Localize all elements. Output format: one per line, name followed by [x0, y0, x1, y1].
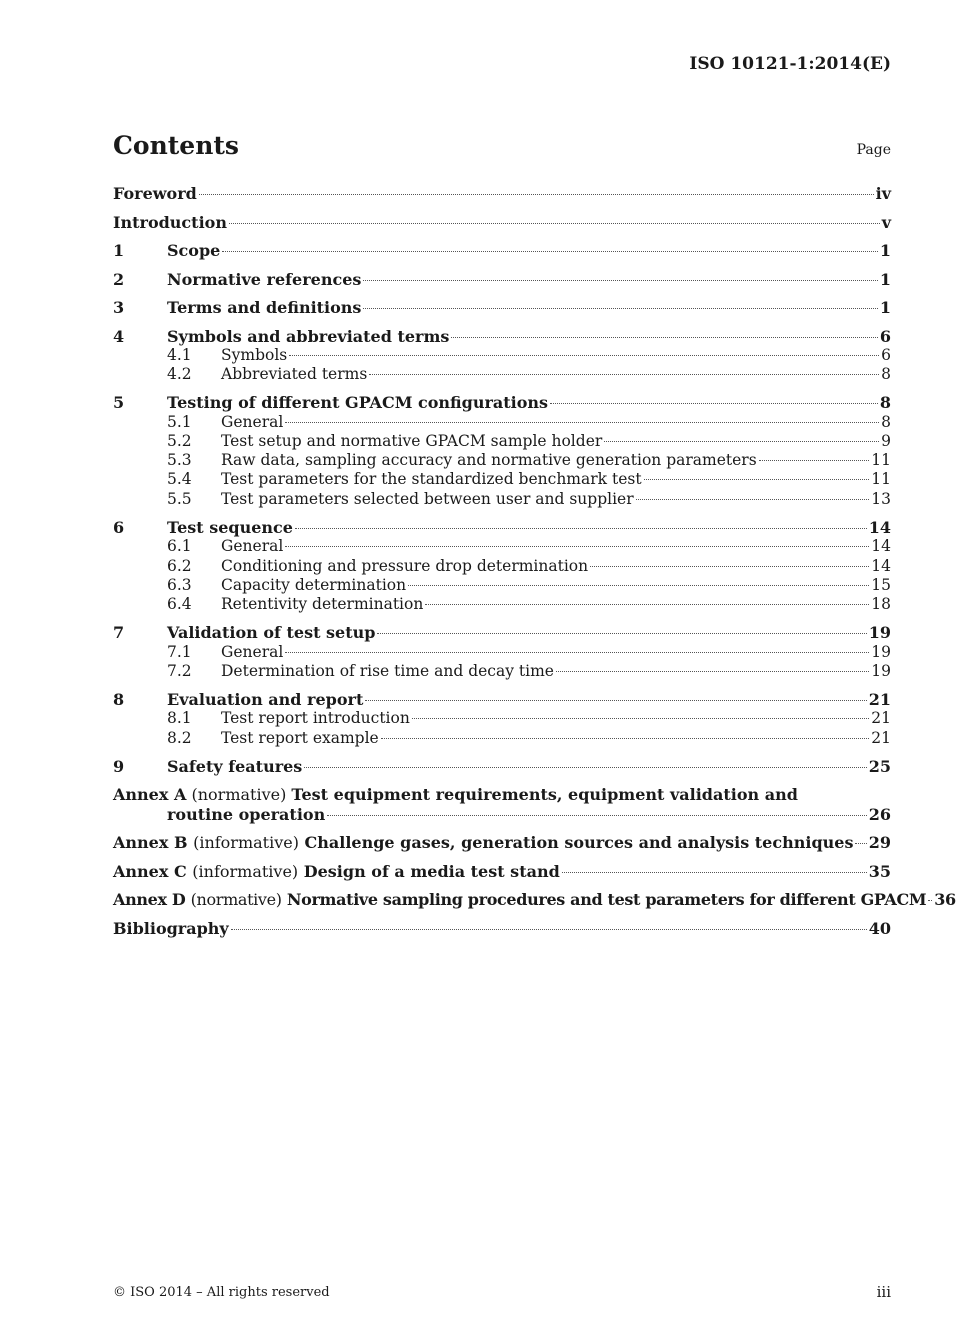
annex-title: Challenge gases, generation sources and analysis techniques	[304, 833, 854, 853]
toc-entry-number: 8.1	[167, 709, 192, 728]
toc-entry-page: 1	[879, 269, 891, 289]
toc-entry-subclause-7-2[interactable]	[113, 662, 891, 681]
toc-entry-page: 25	[868, 756, 891, 776]
contents-title: Contents	[113, 131, 240, 160]
dot-leader	[295, 528, 867, 529]
dot-leader	[222, 251, 878, 252]
toc-entry-clause-9[interactable]	[113, 757, 891, 777]
toc-entry-number: 5.5	[167, 489, 192, 508]
dot-leader	[231, 929, 867, 930]
toc-entry-title: Normative references	[167, 269, 362, 289]
toc-entry-subclause-8-1[interactable]	[113, 709, 891, 728]
dot-leader	[636, 499, 870, 500]
toc-entry-title: Testing of different GPACM configurations	[167, 393, 549, 413]
toc-entry-subclause-8-2[interactable]	[113, 729, 891, 748]
annex-type: (normative)	[190, 890, 282, 910]
toc-entry-clause-5[interactable]	[113, 393, 891, 413]
copyright-notice: © ISO 2014 – All rights reserved	[113, 1285, 330, 1300]
toc-entry-subclause-4-1[interactable]	[113, 346, 891, 365]
annex-type: (informative)	[192, 861, 299, 881]
toc-entry-number: 2	[113, 269, 125, 289]
toc-entry-title: Test report example	[221, 728, 379, 747]
toc-entry-number: 7	[113, 623, 125, 643]
toc-entry-page: 29	[868, 833, 891, 853]
toc-entry-title: Test report introduction	[221, 709, 410, 728]
toc-entry-subclause-4-2[interactable]	[113, 365, 891, 384]
toc-entry-annex-d[interactable]	[113, 890, 956, 910]
dot-leader	[365, 700, 866, 701]
toc-entry-title: Bibliography	[113, 918, 229, 938]
dot-leader	[327, 815, 867, 816]
annex-label: Annex B	[113, 833, 188, 853]
toc-entry-page: 1	[879, 298, 891, 317]
annex-title: Normative sampling procedures and test parameters for different GPACM	[286, 890, 927, 910]
toc-entry-page: 11	[871, 451, 891, 470]
dot-leader	[199, 194, 874, 195]
toc-entry-number: 9	[113, 756, 125, 776]
toc-entry-page: 14	[868, 517, 891, 537]
dot-leader	[377, 633, 866, 634]
toc-entry-page: 40	[868, 918, 891, 938]
dot-leader	[855, 843, 866, 844]
toc-entry-number: 5	[113, 393, 125, 413]
toc-entry-title: Raw data, sampling accuracy and normative generation parameters	[221, 451, 757, 470]
toc-entry-page: 26	[868, 804, 891, 824]
toc-entry-page: 8	[881, 412, 891, 431]
toc-entry-page: 19	[871, 642, 891, 661]
toc-entry-title: Conditioning and pressure drop determination	[221, 556, 589, 575]
toc-entry-number: 5.2	[167, 432, 192, 451]
toc-entry-page: 1	[879, 241, 891, 260]
toc-entry-subclause-5-5[interactable]	[113, 490, 891, 509]
dot-leader	[412, 718, 869, 719]
dot-leader	[928, 900, 932, 901]
toc-entry-title: Symbols and abbreviated terms	[167, 326, 450, 346]
dot-leader	[562, 872, 867, 873]
annex-title-line2: routine operation	[167, 804, 326, 824]
toc-entry-subclause-6-3[interactable]	[113, 576, 891, 595]
toc-entry-page: iv	[875, 184, 891, 203]
toc-entry-number: 4.1	[167, 346, 192, 364]
toc-entry-clause-7[interactable]	[113, 623, 891, 643]
toc-entry-title: Introduction	[113, 212, 227, 232]
toc-entry-subclause-6-1[interactable]	[113, 537, 891, 556]
toc-entry-title: Test sequence	[167, 517, 293, 537]
toc-entry-subclause-6-2[interactable]	[113, 557, 891, 576]
page-column-label: Page	[856, 142, 891, 158]
annex-type: (informative)	[193, 833, 299, 853]
toc-entry-page: 11	[871, 470, 891, 489]
dot-leader	[369, 374, 879, 375]
toc-entry-title: Test parameters selected between user and supplier	[221, 489, 634, 508]
annex-label: Annex D	[113, 890, 186, 910]
dot-leader	[229, 223, 880, 224]
toc-entry-number: 6.4	[167, 594, 192, 613]
toc-entry-page: 21	[871, 709, 891, 728]
toc-entry-title: Test setup and normative GPACM sample holder	[221, 432, 603, 451]
annex-title-line1: Test equipment requirements, equipment validation and	[291, 785, 798, 805]
toc-entry-title: Symbols	[221, 346, 288, 364]
dot-leader	[556, 671, 869, 672]
toc-entry-clause-8[interactable]	[113, 690, 891, 710]
toc-entry-title: General	[221, 642, 284, 661]
toc-entry-subclause-6-4[interactable]	[113, 595, 891, 614]
toc-entry-page: 18	[871, 594, 891, 613]
contents-header	[113, 131, 891, 163]
toc-entry-page: 35	[868, 861, 891, 881]
toc-entry-annex-c[interactable]	[113, 862, 891, 882]
toc-entry-bibliography[interactable]	[113, 919, 891, 939]
dot-leader	[363, 280, 877, 281]
dot-leader	[590, 566, 869, 567]
annex-label: Annex A	[113, 785, 187, 805]
toc-entry-title: Validation of test setup	[167, 623, 376, 643]
dot-leader	[644, 479, 870, 480]
toc-entry-page: 15	[871, 575, 891, 594]
dot-leader	[451, 337, 877, 338]
toc-entry-page: 21	[868, 689, 891, 709]
toc-entry-introduction[interactable]	[113, 213, 891, 233]
toc-entry-page: 13	[871, 489, 891, 508]
document-id: ISO 10121-1:2014(E)	[689, 54, 891, 74]
toc-entry-number: 5.3	[167, 451, 192, 470]
toc-entry-title: General	[221, 412, 284, 431]
dot-leader	[425, 604, 869, 605]
toc-entry-subclause-5-4[interactable]	[113, 470, 891, 489]
dot-leader	[550, 403, 878, 404]
toc-entry-title: Scope	[167, 241, 221, 260]
toc-entry-title: Foreword	[113, 184, 197, 203]
toc-entry-title: Evaluation and report	[167, 689, 364, 709]
table-of-contents	[113, 184, 956, 938]
dot-leader	[285, 422, 879, 423]
toc-entry-subclause-5-3[interactable]	[113, 451, 891, 470]
toc-entry-page: v	[881, 212, 891, 232]
toc-entry-number: 4	[113, 326, 125, 346]
toc-entry-title: Capacity determination	[221, 575, 407, 594]
annex-title: Design of a media test stand	[303, 861, 560, 881]
toc-entry-number: 5.1	[167, 412, 192, 431]
toc-entry-page: 8	[879, 393, 891, 413]
toc-entry-number: 1	[113, 241, 125, 260]
toc-entry-number: 6.3	[167, 575, 192, 594]
annex-type: (normative)	[191, 785, 287, 805]
toc-entry-page: 9	[881, 432, 891, 451]
toc-entry-subclause-5-1[interactable]	[113, 413, 891, 432]
dot-leader	[289, 355, 879, 356]
toc-entry-clause-1[interactable]	[113, 241, 891, 261]
toc-entry-subclause-5-2[interactable]	[113, 432, 891, 451]
toc-entry-page: 14	[871, 556, 891, 575]
toc-entry-title: Terms and definitions	[167, 298, 362, 317]
toc-entry-page: 6	[881, 346, 891, 364]
toc-entry-foreword[interactable]	[113, 184, 891, 204]
toc-entry-page: 8	[881, 365, 891, 384]
toc-entry-number: 3	[113, 298, 125, 317]
dot-leader	[285, 652, 869, 653]
annex-label: Annex C	[113, 861, 187, 881]
toc-entry-page: 6	[879, 326, 891, 346]
toc-entry-page: 19	[868, 623, 891, 643]
toc-entry-clause-4[interactable]	[113, 327, 891, 347]
toc-entry-clause-6[interactable]	[113, 518, 891, 538]
toc-entry-page: 21	[871, 728, 891, 747]
toc-entry-number: 6.1	[167, 537, 192, 556]
toc-entry-number: 7.1	[167, 642, 192, 661]
toc-entry-title: Retentivity determination	[221, 594, 424, 613]
dot-leader	[381, 738, 870, 739]
dot-leader	[363, 308, 877, 309]
toc-entry-number: 7.2	[167, 661, 192, 680]
dot-leader	[604, 441, 879, 442]
toc-entry-number: 6.2	[167, 556, 192, 575]
toc-entry-annex-b[interactable]	[113, 833, 891, 853]
toc-entry-number: 6	[113, 517, 125, 537]
dot-leader	[285, 546, 869, 547]
page-number: iii	[876, 1283, 891, 1301]
toc-entry-number: 8	[113, 689, 125, 709]
toc-entry-title: Safety features	[167, 756, 303, 776]
dot-leader	[304, 767, 866, 768]
toc-entry-clause-3[interactable]	[113, 298, 891, 318]
toc-entry-clause-2[interactable]	[113, 270, 891, 290]
toc-entry-annex-a[interactable]	[113, 785, 891, 824]
toc-entry-page: 14	[871, 537, 891, 556]
toc-entry-number: 8.2	[167, 728, 192, 747]
toc-entry-subclause-7-1[interactable]	[113, 643, 891, 662]
toc-entry-page: 36	[934, 890, 956, 910]
dot-leader	[759, 460, 870, 461]
toc-entry-number: 5.4	[167, 470, 192, 489]
toc-entry-title: Test parameters for the standardized benchmark test	[221, 470, 642, 489]
toc-entry-number: 4.2	[167, 365, 192, 384]
toc-entry-title: Abbreviated terms	[221, 365, 368, 384]
dot-leader	[408, 585, 869, 586]
toc-entry-page: 19	[871, 661, 891, 680]
document-page	[113, 0, 956, 1344]
toc-entry-title: Determination of rise time and decay time	[221, 661, 554, 680]
toc-entry-title: General	[221, 537, 284, 556]
